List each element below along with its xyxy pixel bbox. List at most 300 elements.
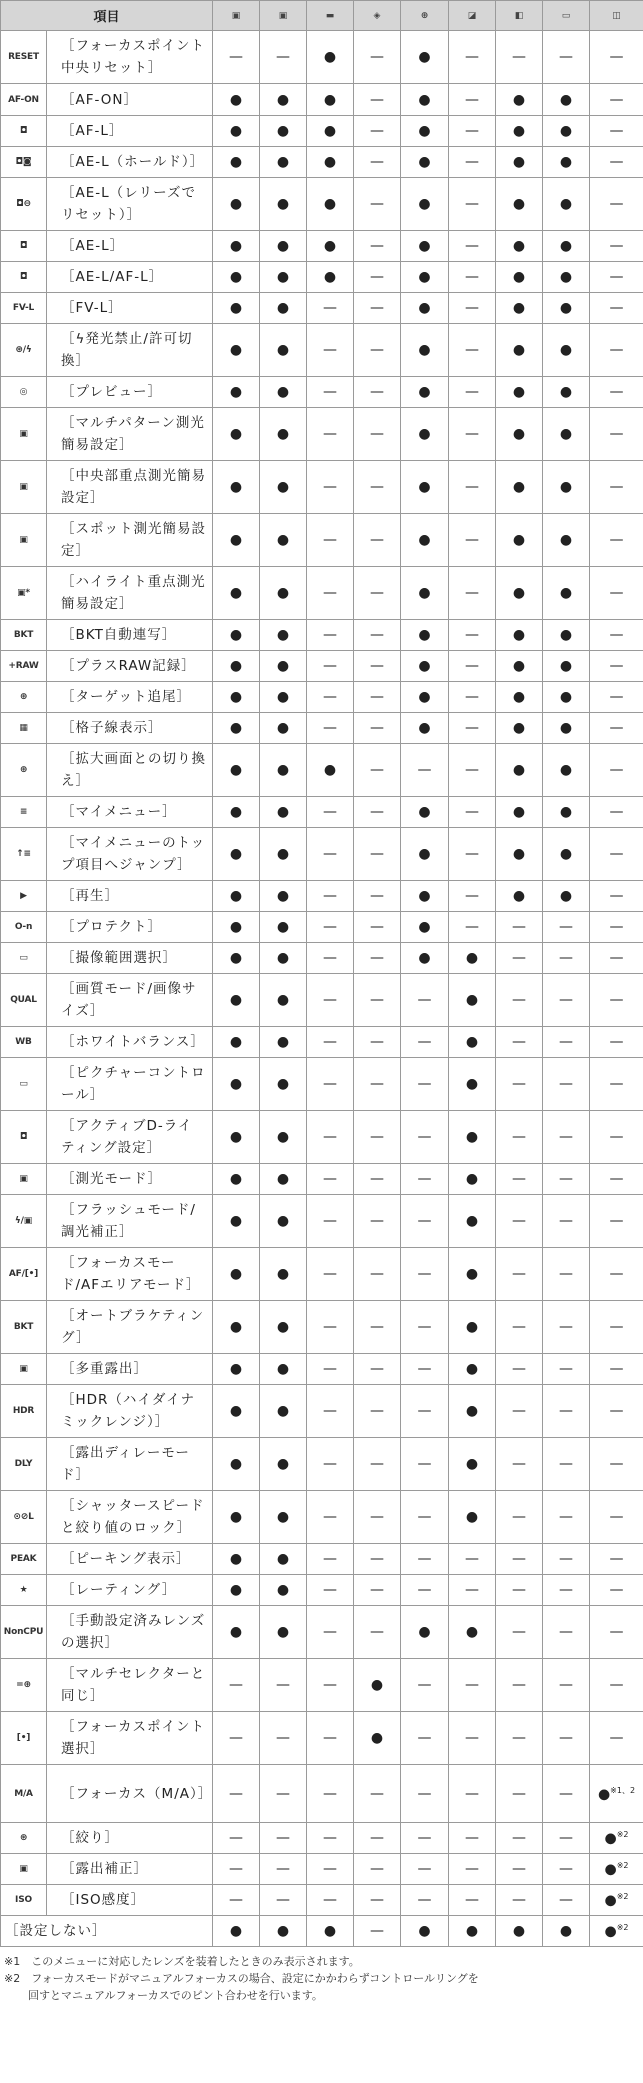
availability-cell xyxy=(496,1111,543,1164)
unavailable-dash: — xyxy=(276,1677,291,1693)
unavailable-dash: — xyxy=(323,1319,338,1335)
availability-cell xyxy=(401,1438,449,1491)
availability-cell xyxy=(354,1885,401,1916)
available-dot: ● xyxy=(229,479,243,495)
table-row xyxy=(1,881,643,912)
unavailable-dash: — xyxy=(370,992,385,1008)
availability-cell xyxy=(449,84,496,116)
availability-cell xyxy=(213,461,260,514)
unavailable-dash: — xyxy=(465,1892,480,1908)
availability-cell xyxy=(354,1823,401,1854)
available-dot: ● xyxy=(465,1923,479,1939)
available-dot: ● xyxy=(276,1266,290,1282)
availability-cell xyxy=(449,1491,496,1544)
availability-cell xyxy=(590,377,643,408)
availability-cell xyxy=(307,744,354,797)
function-icon: ▣ xyxy=(1,1164,47,1195)
available-dot: ● xyxy=(512,658,526,674)
available-dot: ● xyxy=(276,532,290,548)
availability-cell xyxy=(496,461,543,514)
function-label: ［AE-L/AF-L］ xyxy=(47,262,213,293)
unavailable-dash: — xyxy=(512,1213,527,1229)
availability-cell xyxy=(260,324,307,377)
available-dot: ● xyxy=(229,627,243,643)
availability-cell xyxy=(401,147,449,178)
available-dot: ● xyxy=(276,1456,290,1472)
availability-cell xyxy=(354,1544,401,1575)
function-label: ［ISO感度］ xyxy=(47,1885,213,1916)
available-dot: ● xyxy=(465,1213,479,1229)
availability-cell xyxy=(496,943,543,974)
function-label: ［AE-L（レリーズでリセット）］ xyxy=(47,178,213,231)
availability-cell xyxy=(213,1575,260,1606)
availability-cell xyxy=(543,31,590,84)
available-dot: ● xyxy=(418,585,431,601)
availability-cell xyxy=(543,1248,590,1301)
availability-cell xyxy=(543,1491,590,1544)
table-row xyxy=(1,1575,643,1606)
function-icon: ◘ xyxy=(1,231,47,262)
unavailable-dash: — xyxy=(609,1730,624,1746)
availability-cell xyxy=(213,797,260,828)
unavailable-dash: — xyxy=(609,1551,624,1567)
unavailable-dash: — xyxy=(323,1129,338,1145)
availability-cell xyxy=(354,912,401,943)
table-row xyxy=(1,324,643,377)
available-dot: ● xyxy=(512,300,526,316)
function-icon: ▣ xyxy=(1,1354,47,1385)
unavailable-dash: — xyxy=(370,846,385,862)
available-dot: ● xyxy=(276,1551,290,1567)
availability-cell xyxy=(213,1885,260,1916)
function-icon: M/A xyxy=(1,1765,47,1823)
availability-cell xyxy=(401,461,449,514)
availability-cell xyxy=(307,178,354,231)
availability-cell xyxy=(496,1058,543,1111)
available-dot: ● xyxy=(465,1171,479,1187)
availability-cell xyxy=(213,620,260,651)
availability-cell xyxy=(307,682,354,713)
unavailable-dash: — xyxy=(323,532,338,548)
availability-cell xyxy=(354,231,401,262)
unavailable-dash: — xyxy=(465,49,480,65)
availability-cell xyxy=(590,1606,643,1659)
unavailable-dash: — xyxy=(370,1361,385,1377)
available-dot: ● xyxy=(597,1786,611,1803)
unavailable-dash: — xyxy=(609,426,624,442)
availability-cell xyxy=(213,147,260,178)
available-dot: ● xyxy=(276,426,290,442)
available-dot: ● xyxy=(229,1076,243,1092)
unavailable-dash: — xyxy=(370,1830,385,1846)
availability-cell xyxy=(401,797,449,828)
table-row xyxy=(1,178,643,231)
unavailable-dash: — xyxy=(370,1551,385,1567)
function-icon: ISO xyxy=(1,1885,47,1916)
unavailable-dash: — xyxy=(417,1403,432,1419)
availability-cell xyxy=(307,1027,354,1058)
availability-cell xyxy=(260,828,307,881)
availability-cell xyxy=(307,1111,354,1164)
table-row xyxy=(1,1301,643,1354)
unavailable-dash: — xyxy=(609,1319,624,1335)
unavailable-dash: — xyxy=(559,1830,574,1846)
availability-cell xyxy=(449,178,496,231)
availability-cell xyxy=(354,1248,401,1301)
unavailable-dash: — xyxy=(559,1509,574,1525)
availability-cell xyxy=(260,974,307,1027)
availability-cell xyxy=(590,1712,643,1765)
availability-cell xyxy=(496,620,543,651)
available-dot: ● xyxy=(276,91,290,108)
availability-cell xyxy=(449,1438,496,1491)
function-label: ［フォーカス（M/A）］ xyxy=(47,1765,213,1823)
unavailable-dash: — xyxy=(512,1403,527,1419)
available-dot: ● xyxy=(229,1923,243,1939)
unavailable-dash: — xyxy=(609,1361,624,1377)
availability-cell xyxy=(543,567,590,620)
unavailable-dash: — xyxy=(609,91,624,108)
available-dot: ● xyxy=(323,49,337,65)
availability-cell xyxy=(590,1659,643,1712)
available-dot: ● xyxy=(229,888,243,904)
availability-cell xyxy=(307,408,354,461)
availability-cell xyxy=(307,620,354,651)
availability-cell xyxy=(354,84,401,116)
available-dot: ● xyxy=(276,196,290,212)
unavailable-dash: — xyxy=(559,1624,574,1640)
function-icon: PEAK xyxy=(1,1544,47,1575)
unavailable-dash: — xyxy=(559,49,574,65)
availability-cell xyxy=(590,1765,643,1823)
availability-cell xyxy=(449,461,496,514)
availability-cell xyxy=(307,651,354,682)
unavailable-dash: — xyxy=(609,846,624,862)
availability-cell xyxy=(260,1195,307,1248)
available-dot: ● xyxy=(418,49,431,65)
availability-cell xyxy=(496,1301,543,1354)
availability-cell xyxy=(354,178,401,231)
available-dot: ● xyxy=(229,1034,243,1050)
availability-cell xyxy=(449,116,496,147)
availability-cell xyxy=(590,1164,643,1195)
availability-cell xyxy=(590,1248,643,1301)
function-label: ［アクティブD-ライティング設定］ xyxy=(47,1111,213,1164)
unavailable-dash: — xyxy=(417,1129,432,1145)
function-label: ［測光モード］ xyxy=(47,1164,213,1195)
unavailable-dash: — xyxy=(370,1892,385,1908)
available-dot: ● xyxy=(229,300,243,316)
unavailable-dash: — xyxy=(559,1361,574,1377)
availability-cell xyxy=(449,1885,496,1916)
available-dot: ● xyxy=(418,479,431,495)
availability-cell xyxy=(449,514,496,567)
availability-cell xyxy=(401,293,449,324)
availability-cell xyxy=(401,31,449,84)
availability-cell xyxy=(543,1438,590,1491)
available-dot: ● xyxy=(276,689,290,705)
availability-cell xyxy=(260,293,307,324)
table-row xyxy=(1,567,643,620)
availability-cell xyxy=(307,1575,354,1606)
available-dot: ● xyxy=(276,479,290,495)
function-label: ［AE-L］ xyxy=(47,231,213,262)
table-row xyxy=(1,1823,643,1854)
unavailable-dash: — xyxy=(323,1677,338,1693)
function-icon: ⊕ xyxy=(1,744,47,797)
availability-cell xyxy=(543,1385,590,1438)
availability-cell xyxy=(213,1659,260,1712)
function-icon: NonCPU xyxy=(1,1606,47,1659)
table-row xyxy=(1,1111,643,1164)
function-icon: HDR xyxy=(1,1385,47,1438)
available-dot: ● xyxy=(276,1582,290,1598)
available-dot: ● xyxy=(276,585,290,601)
function-label: ［ターゲット追尾］ xyxy=(47,682,213,713)
availability-cell xyxy=(449,1058,496,1111)
availability-cell xyxy=(354,461,401,514)
availability-cell xyxy=(307,262,354,293)
availability-cell xyxy=(307,974,354,1027)
unavailable-dash: — xyxy=(370,532,385,548)
availability-cell xyxy=(213,1164,260,1195)
availability-cell xyxy=(213,567,260,620)
table-row xyxy=(1,1248,643,1301)
availability-cell xyxy=(401,1354,449,1385)
availability-cell xyxy=(260,1058,307,1111)
table-row-no-setting xyxy=(1,1916,643,1947)
available-dot: ● xyxy=(229,1624,243,1640)
unavailable-dash: — xyxy=(559,919,574,935)
unavailable-dash: — xyxy=(609,1582,624,1598)
availability-cell xyxy=(496,682,543,713)
availability-cell xyxy=(307,1164,354,1195)
availability-cell xyxy=(354,943,401,974)
availability-cell xyxy=(590,84,643,116)
available-dot: ● xyxy=(512,123,526,139)
table-row xyxy=(1,31,643,84)
unavailable-dash: — xyxy=(417,1830,432,1846)
availability-cell xyxy=(401,828,449,881)
unavailable-dash: — xyxy=(465,426,480,442)
availability-cell xyxy=(590,293,643,324)
availability-cell xyxy=(496,31,543,84)
availability-cell xyxy=(213,1712,260,1765)
availability-cell xyxy=(354,682,401,713)
table-row xyxy=(1,1027,643,1058)
unavailable-dash: — xyxy=(323,1582,338,1598)
available-dot: ● xyxy=(418,238,431,254)
availability-cell xyxy=(496,1195,543,1248)
availability-cell xyxy=(213,912,260,943)
unavailable-dash: — xyxy=(559,1582,574,1598)
function-label: ［手動設定済みレンズの選択］ xyxy=(47,1606,213,1659)
unavailable-dash: — xyxy=(370,1213,385,1229)
availability-cell xyxy=(449,744,496,797)
unavailable-dash: — xyxy=(609,1034,624,1050)
availability-cell xyxy=(449,1575,496,1606)
available-dot: ● xyxy=(465,992,479,1008)
availability-cell xyxy=(543,1354,590,1385)
available-dot: ● xyxy=(559,154,573,170)
unavailable-dash: — xyxy=(417,1509,432,1525)
function-icon: ◘⊖ xyxy=(1,178,47,231)
available-dot: ● xyxy=(418,950,431,966)
unavailable-dash: — xyxy=(465,532,480,548)
available-dot: ● xyxy=(465,1076,479,1092)
availability-cell xyxy=(449,1854,496,1885)
table-row xyxy=(1,1854,643,1885)
unavailable-dash: — xyxy=(512,1076,527,1092)
unavailable-dash: — xyxy=(229,49,244,65)
availability-cell xyxy=(213,377,260,408)
availability-cell xyxy=(590,461,643,514)
availability-cell xyxy=(354,1438,401,1491)
availability-cell xyxy=(590,682,643,713)
availability-cell xyxy=(590,713,643,744)
unavailable-dash: — xyxy=(417,992,432,1008)
available-dot: ● xyxy=(465,1034,479,1050)
availability-cell xyxy=(307,147,354,178)
availability-cell xyxy=(496,797,543,828)
function-icon: ◘◙ xyxy=(1,147,47,178)
unavailable-dash: — xyxy=(559,1171,574,1187)
availability-cell xyxy=(449,1823,496,1854)
table-row xyxy=(1,408,643,461)
available-dot: ● xyxy=(512,689,526,705)
availability-cell xyxy=(496,1885,543,1916)
table-row xyxy=(1,1385,643,1438)
unavailable-dash: — xyxy=(512,919,527,935)
available-dot: ● xyxy=(229,1361,243,1377)
unavailable-dash: — xyxy=(323,658,338,674)
availability-cell xyxy=(260,1385,307,1438)
availability-cell xyxy=(401,1027,449,1058)
availability-cell xyxy=(543,1544,590,1575)
unavailable-dash: — xyxy=(512,1582,527,1598)
unavailable-dash: — xyxy=(465,720,480,736)
availability-cell xyxy=(401,682,449,713)
unavailable-dash: — xyxy=(465,1861,480,1877)
table-row xyxy=(1,620,643,651)
availability-cell xyxy=(260,1491,307,1544)
availability-cell xyxy=(590,943,643,974)
available-dot: ● xyxy=(418,1624,431,1640)
availability-cell xyxy=(590,1301,643,1354)
unavailable-dash: — xyxy=(229,1892,244,1908)
unavailable-dash: — xyxy=(609,689,624,705)
unavailable-dash: — xyxy=(465,91,480,108)
available-dot: ● xyxy=(418,300,431,316)
available-dot: ● xyxy=(229,1213,243,1229)
table-row xyxy=(1,1544,643,1575)
availability-cell xyxy=(449,797,496,828)
unavailable-dash: — xyxy=(370,804,385,820)
availability-cell xyxy=(496,408,543,461)
availability-cell xyxy=(213,293,260,324)
available-dot: ● xyxy=(465,950,479,966)
function-icon: ◘ xyxy=(1,1111,47,1164)
unavailable-dash: — xyxy=(465,804,480,820)
availability-cell xyxy=(307,1712,354,1765)
unavailable-dash: — xyxy=(609,992,624,1008)
available-dot: ● xyxy=(559,720,573,736)
availability-cell xyxy=(543,797,590,828)
unavailable-dash: — xyxy=(559,950,574,966)
availability-cell xyxy=(590,1916,643,1947)
availability-cell xyxy=(401,744,449,797)
function-icon: ◘ xyxy=(1,116,47,147)
availability-cell xyxy=(260,1027,307,1058)
unavailable-dash: — xyxy=(276,1785,291,1802)
unavailable-dash: — xyxy=(417,1730,432,1746)
function-label: ［露出ディレーモード］ xyxy=(47,1438,213,1491)
availability-cell xyxy=(401,1058,449,1111)
unavailable-dash: — xyxy=(609,1171,624,1187)
unavailable-dash: — xyxy=(559,1677,574,1693)
available-dot: ● xyxy=(604,1923,617,1940)
availability-cell xyxy=(213,828,260,881)
available-dot: ● xyxy=(418,426,431,442)
availability-cell xyxy=(260,1164,307,1195)
availability-cell xyxy=(590,1111,643,1164)
function-icon: ▣ xyxy=(1,461,47,514)
unavailable-dash: — xyxy=(229,1830,244,1846)
table-row xyxy=(1,713,643,744)
availability-cell xyxy=(449,1765,496,1823)
available-dot: ● xyxy=(604,1830,617,1847)
function-icon: ◎ xyxy=(1,377,47,408)
available-dot: ● xyxy=(559,888,573,904)
available-dot: ● xyxy=(418,342,431,358)
function-label: ［露出補正］ xyxy=(47,1854,213,1885)
availability-cell xyxy=(401,912,449,943)
unavailable-dash: — xyxy=(323,1785,338,1802)
availability-cell xyxy=(213,682,260,713)
availability-cell xyxy=(307,1385,354,1438)
unavailable-dash: — xyxy=(370,1034,385,1050)
availability-cell xyxy=(354,408,401,461)
availability-cell xyxy=(496,881,543,912)
footnote-marker: ※1、2 xyxy=(610,1785,636,1795)
available-dot: ● xyxy=(229,384,243,400)
availability-cell xyxy=(354,1575,401,1606)
availability-cell xyxy=(496,1916,543,1947)
availability-cell xyxy=(401,1248,449,1301)
availability-cell xyxy=(401,881,449,912)
availability-cell xyxy=(307,231,354,262)
availability-cell xyxy=(496,178,543,231)
unavailable-dash: — xyxy=(609,1456,624,1472)
available-dot: ● xyxy=(323,269,337,285)
availability-cell xyxy=(260,1712,307,1765)
unavailable-dash: — xyxy=(609,1677,624,1693)
availability-cell xyxy=(213,262,260,293)
unavailable-dash: — xyxy=(559,1456,574,1472)
unavailable-dash: — xyxy=(417,1034,432,1050)
availability-cell xyxy=(213,1491,260,1544)
availability-cell xyxy=(590,1854,643,1885)
availability-cell xyxy=(354,1606,401,1659)
availability-cell xyxy=(213,1823,260,1854)
availability-cell xyxy=(543,651,590,682)
available-dot: ● xyxy=(323,238,337,254)
availability-cell xyxy=(449,943,496,974)
available-dot: ● xyxy=(276,123,290,139)
unavailable-dash: — xyxy=(323,342,338,358)
table-row xyxy=(1,974,643,1027)
availability-cell xyxy=(496,1438,543,1491)
